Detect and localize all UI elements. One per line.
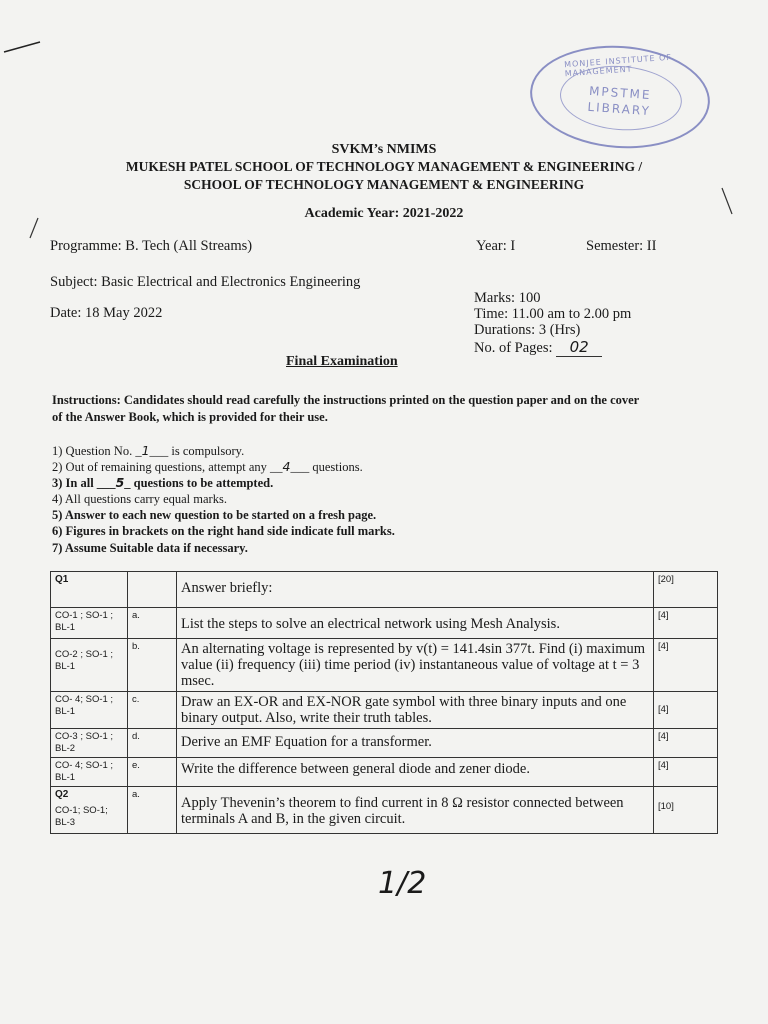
table-row <box>51 608 718 639</box>
instruction-item: 1) Question No. _1___ is compulsory. <box>52 443 245 458</box>
question-text: An alternating voltage is represented by v(t) = 141.4sin 377t. Find (i) maximum value (ii) frequency (iii) time period (iv) instantaneous value of voltage at t = 3 msec. <box>177 639 654 692</box>
co-mapping: Q2 CO-1; SO-1; BL-3 <box>51 787 128 834</box>
q1-label: Q1 <box>55 574 69 585</box>
q2-label: Q2 <box>55 789 69 800</box>
exam-time: Time: 11.00 am to 2.00 pm <box>474 306 632 322</box>
page-count-label: No. of Pages: <box>474 340 553 356</box>
semester: Semester: II <box>586 238 657 254</box>
question-marks: [10] <box>654 787 718 834</box>
co-mapping: CO- 4; SO-1 ; BL-1 <box>51 758 128 787</box>
instruction-item: 5) Answer to each new question to be started on a fresh page. <box>52 508 377 522</box>
q1-marks: [20] <box>654 572 718 608</box>
question-marks: [4] <box>654 758 718 787</box>
question-marks: [4] <box>654 692 718 729</box>
school-name-line-2: SCHOOL OF TECHNOLOGY MANAGEMENT & ENGINEERING <box>183 177 585 192</box>
question-text: Derive an EMF Equation for a transformer. <box>177 729 654 758</box>
instruction-item: 3) In all ___5_ questions to be attempted. <box>52 475 274 490</box>
instruction-item: 7) Assume Suitable data if necessary. <box>52 541 248 555</box>
school-name-line-1: MUKESH PATEL SCHOOL OF TECHNOLOGY MANAGEMENT & ENGINEERING / <box>125 159 643 174</box>
sub-question-label: a. <box>128 787 177 834</box>
sub-question-label: a. <box>128 608 177 639</box>
table-row <box>51 572 718 608</box>
co-mapping: CO-2 ; SO-1 ; BL-1 <box>51 639 128 692</box>
table-row <box>51 692 718 729</box>
exam-date: Date: 18 May 2022 <box>50 305 163 321</box>
co-mapping: CO-1 ; SO-1 ; BL-1 <box>51 608 128 639</box>
table-row <box>51 758 718 787</box>
page-count-value: 02 <box>556 338 602 357</box>
exam-title: Final Examination <box>286 354 398 369</box>
table-row <box>51 639 718 692</box>
co-mapping: CO-3 ; SO-1 ; BL-2 <box>51 729 128 758</box>
sub-question-label: c. <box>128 692 177 729</box>
instruction-item: 2) Out of remaining questions, attempt any __4___ questions. <box>52 459 363 474</box>
question-text: Write the difference between general diode and zener diode. <box>177 758 654 787</box>
question-text: Draw an EX-OR and EX-NOR gate symbol with three binary inputs and one binary output. Also, write their truth tables. <box>177 692 654 729</box>
question-text: Apply Thevenin’s theorem to find current in 8 Ω resistor connected between terminals A and B, in the given circuit. <box>177 787 654 834</box>
stamp-ring-text: MONJEE INSTITUTE OF MANAGEMENT <box>563 52 673 79</box>
page-count <box>474 338 602 357</box>
co-mapping: CO- 4; SO-1 ; BL-1 <box>51 692 128 729</box>
stamp-line-2: LIBRARY <box>587 99 652 119</box>
instructions-heading: Instructions: Candidates should read carefully the instructions printed on the question paper and on the cover <box>52 393 640 407</box>
programme: Programme: B. Tech (All Streams) <box>50 238 253 254</box>
question-text: List the steps to solve an electrical network using Mesh Analysis. <box>177 608 654 639</box>
sub-question-label: e. <box>128 758 177 787</box>
year: Year: I <box>476 238 516 254</box>
duration: Durations: 3 (Hrs) <box>474 322 581 338</box>
question-marks: [4] <box>654 639 718 692</box>
subject: Subject: Basic Electrical and Electronics Engineering <box>50 274 361 290</box>
instruction-item: 4) All questions carry equal marks. <box>52 492 227 506</box>
table-row <box>51 787 718 834</box>
marks: Marks: 100 <box>474 290 541 306</box>
sub-cell <box>128 572 177 608</box>
page-number: 1/2 <box>378 866 427 901</box>
stamp-line-1: MPSTME <box>588 83 652 103</box>
sub-question-label: d. <box>128 729 177 758</box>
q1-label-cell <box>51 572 128 608</box>
sub-question-label: b. <box>128 639 177 692</box>
question-marks: [4] <box>654 608 718 639</box>
instructions-heading-cont: of the Answer Book, which is provided for their use. <box>52 410 328 424</box>
q1-text: Answer briefly: <box>177 572 654 608</box>
instruction-item: 6) Figures in brackets on the right hand side indicate full marks. <box>52 524 395 538</box>
question-marks: [4] <box>654 729 718 758</box>
institute-short-name: SVKM’s NMIMS <box>331 142 437 157</box>
questions-table <box>50 571 718 834</box>
academic-year: Academic Year: 2021-2022 <box>304 206 464 221</box>
table-row <box>51 729 718 758</box>
